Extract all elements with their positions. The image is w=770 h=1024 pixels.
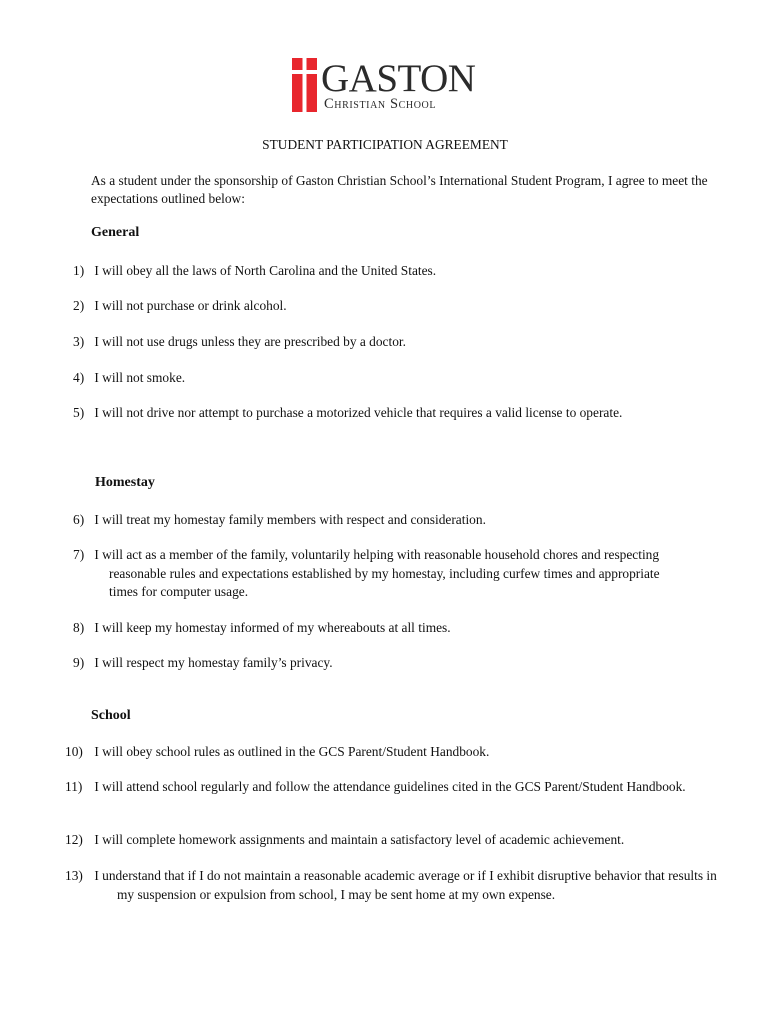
page-title: STUDENT PARTICIPATION AGREEMENT (262, 137, 508, 152)
list-item: 6) I will treat my homestay family members with respect and consideration. (73, 512, 486, 527)
logo-name: GASTON (321, 57, 476, 100)
cross-logo-icon (292, 58, 317, 112)
item-text: I will complete homework assignments and maintain a satisfactory level of academic achievement. (94, 832, 625, 847)
list-item: 3) I will not use drugs unless they are prescribed by a doctor. (73, 334, 406, 349)
section-heading-homestay: Homestay (95, 475, 155, 490)
intro-paragraph: As a student under the sponsorship of Gaston Christian School’s International Student Program, I agree to meet the expectations outlined below: (91, 173, 708, 206)
item-text: I will not drive nor attempt to purchase a motorized vehicle that requires a valid license to operate. (94, 405, 623, 420)
item-text: I understand that if I do not maintain a reasonable academic average or if I exhibit disruptive behavior that results in my suspension or expulsion from school, I may be sent home at my own expense. (94, 868, 717, 902)
section-heading-general: General (91, 225, 140, 240)
list-item: 1) I will obey all the laws of North Carolina and the United States. (73, 263, 437, 278)
item-text: I will not use drugs unless they are prescribed by a doctor. (94, 334, 406, 349)
item-text: I will not smoke. (94, 370, 186, 385)
list-item: 10) I will obey school rules as outlined in the GCS Parent/Student Handbook. (65, 744, 490, 759)
list-item: 8) I will keep my homestay informed of my whereabouts at all times. (73, 620, 451, 635)
logo-subtitle: Christian School (324, 96, 437, 112)
item-text: I will attend school regularly and follow the attendance guidelines cited in the GCS Parent/Student Handbook. (94, 779, 686, 794)
list-item: 2) I will not purchase or drink alcohol. (73, 298, 287, 313)
item-text: I will obey school rules as outlined in the GCS Parent/Student Handbook. (94, 744, 490, 759)
list-item: 7) I will act as a member of the family, voluntarily helping with reasonable household chores and respecting reasonable rules and expectations established by my homestay, including curfew times and appropriate times for computer usage. (73, 547, 660, 599)
item-text: I will not purchase or drink alcohol. (94, 298, 287, 313)
item-text: I will treat my homestay family members with respect and consideration. (94, 512, 486, 527)
list-item: 5) I will not drive nor attempt to purchase a motorized vehicle that requires a valid license to operate. (73, 405, 623, 420)
school-logo (292, 58, 482, 114)
item-text: I will obey all the laws of North Carolina and the United States. (94, 263, 437, 278)
item-text: I will act as a member of the family, voluntarily helping with reasonable household chores and respecting reasonable rules and expectations established by my homestay, including curfew times and appropriate times for computer usage. (94, 547, 660, 599)
list-item: 9) I will respect my homestay family’s privacy. (73, 655, 333, 670)
list-item: 12) I will complete homework assignments and maintain a satisfactory level of academic achievement. (65, 832, 625, 847)
item-text: I will keep my homestay informed of my whereabouts at all times. (94, 620, 451, 635)
list-item: 13) I understand that if I do not maintain a reasonable academic average or if I exhibit disruptive behavior that results in my suspension or expulsion from school, I may be sent home at my own expense. (65, 868, 717, 902)
item-text: I will respect my homestay family’s privacy. (94, 655, 333, 670)
section-heading-school: School (91, 708, 131, 723)
list-item: 11) I will attend school regularly and follow the attendance guidelines cited in the GCS Parent/Student Handbook. (65, 779, 686, 794)
list-item: 4) I will not smoke. (73, 370, 186, 385)
